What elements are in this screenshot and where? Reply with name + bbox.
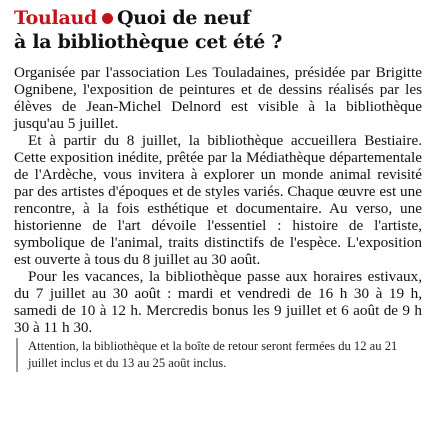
closure-note: Attention, la bibliothèque et la boîte de retour seront fermées du 12 au 21 juillet inclus et du 13 au 25 août inclus.: [16, 338, 422, 372]
article: [14, 6, 422, 372]
headline-line-2: à la bibliothèque cet été ?: [14, 31, 283, 53]
article-kicker: Toulaud: [14, 7, 97, 29]
article-body: [14, 64, 422, 336]
headline-line-1: Quoi de neuf: [116, 7, 251, 29]
paragraph-2: Et à partir du 8 juillet, la bibliothèque accueillera Bestiaire. Cette exposition inédite, prêtée par la Médiathèque départementale de l'Ardèche, vous invitera à explorer un monde animal revisité par des artistes d'époques et de styles variés. Chaque œuvre est une rencontre, à la fois esthétique et documentaire. Au verso, une historienne de l'art dévoile l'essentiel : histoire de l'artiste, symbolique de l'animal, traits distinctifs de l'espèce. L'exposition est ouverte à tous du 8 juillet au 30 août.: [14, 132, 422, 268]
bullet-dot-icon: [102, 13, 113, 24]
paragraph-3: Pour les vacances, la bibliothèque passe aux horaires estivaux, du 7 juillet au 30 août : mardi et vendredi de 16 h 30 à 19 h, samedi de 10 à 12 h. Mercredis bonus les 9 juillet et 6 août de 9 h 30 à 11 h 30.: [14, 268, 422, 336]
article-headline: [14, 6, 422, 54]
paragraph-1: Organisée par l'association Les Touladaines, présidée par Brigitte Ognibene, l'exposition de peintures et de dessins réalisés par les élèves de Jean-Michel Delnord est visible à la bibliothèque jusqu'au 5 juillet.: [14, 64, 422, 132]
